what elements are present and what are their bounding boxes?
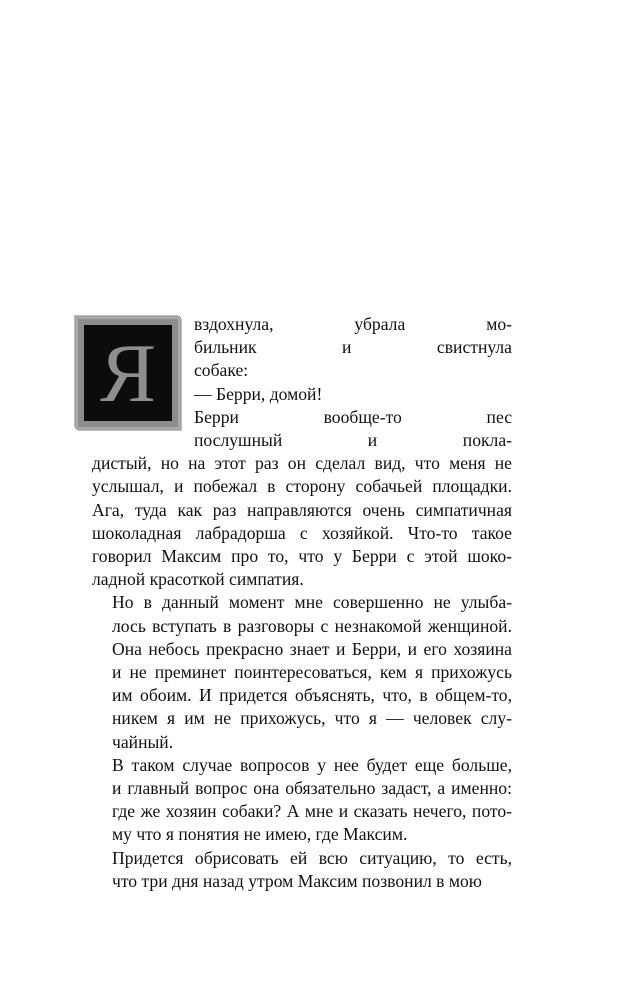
text-line: Но в данный момент мне совершенно не улыба- — [112, 592, 512, 613]
text-line: говорил Максим про то, что у Берри с этой шоко- — [92, 546, 512, 567]
paragraph-3 — [92, 406, 512, 592]
paragraph-5 — [92, 754, 512, 847]
text-line: им обоим. И придется объяснять, что, в общем-то, — [112, 685, 512, 706]
text-line: ладной красоткой симпатия. — [92, 569, 304, 590]
text-line: Она небось прекрасно знает и Берри, и его хозяина — [112, 638, 512, 659]
text-line: В таком случае вопросов у нее будет еще больше, — [112, 754, 512, 775]
text-line: чайный. — [112, 731, 174, 752]
text-line: — Берри, домой! — [194, 383, 323, 404]
dropcap-letter: Я — [99, 327, 157, 420]
text-line: Придется обрисовать ей всю ситуацию, то есть, — [112, 847, 512, 868]
text-line: шоколадная лабрадорша с хозяйкой. Что-то такое — [92, 522, 512, 543]
text-line: Ага, туда как раз направляются очень симпатичная — [92, 499, 512, 520]
text-line: и главный вопрос она обязательно задаст, а именно: — [112, 778, 512, 799]
paragraph-4 — [92, 591, 512, 753]
text-line: собаке: — [194, 360, 249, 381]
text-line: и не преминет поинтересоваться, кем я прихожусь — [112, 662, 512, 683]
text-line: Берри вообще-то пес — [194, 406, 512, 427]
text-line: дистый, но на этот раз он сделал вид, что меня не — [92, 453, 512, 474]
dropcap-box — [84, 325, 172, 421]
chapter-text — [92, 313, 512, 893]
text-line: где же хозяин собаки? А мне и сказать нечего, пото- — [112, 801, 512, 822]
text-line: услышал, и побежал в сторону собачьей площадки. — [92, 476, 512, 497]
text-line: му что я понятия не имею, где Максим. — [112, 824, 408, 845]
text-line: послушный и покла- — [194, 430, 512, 451]
text-line: вздохнула, убрала мо- — [194, 314, 512, 334]
paragraph-6 — [92, 847, 512, 893]
dropcap — [76, 317, 180, 429]
text-line: бильник и свистнула — [194, 337, 512, 358]
text-line: никем я им не прихожусь, что я — человек слу- — [112, 708, 512, 729]
text-line: лось вступать в разговоры с незнакомой женщиной. — [112, 615, 512, 636]
text-line: что три дня назад утром Максим позвонил в мою — [112, 870, 482, 891]
